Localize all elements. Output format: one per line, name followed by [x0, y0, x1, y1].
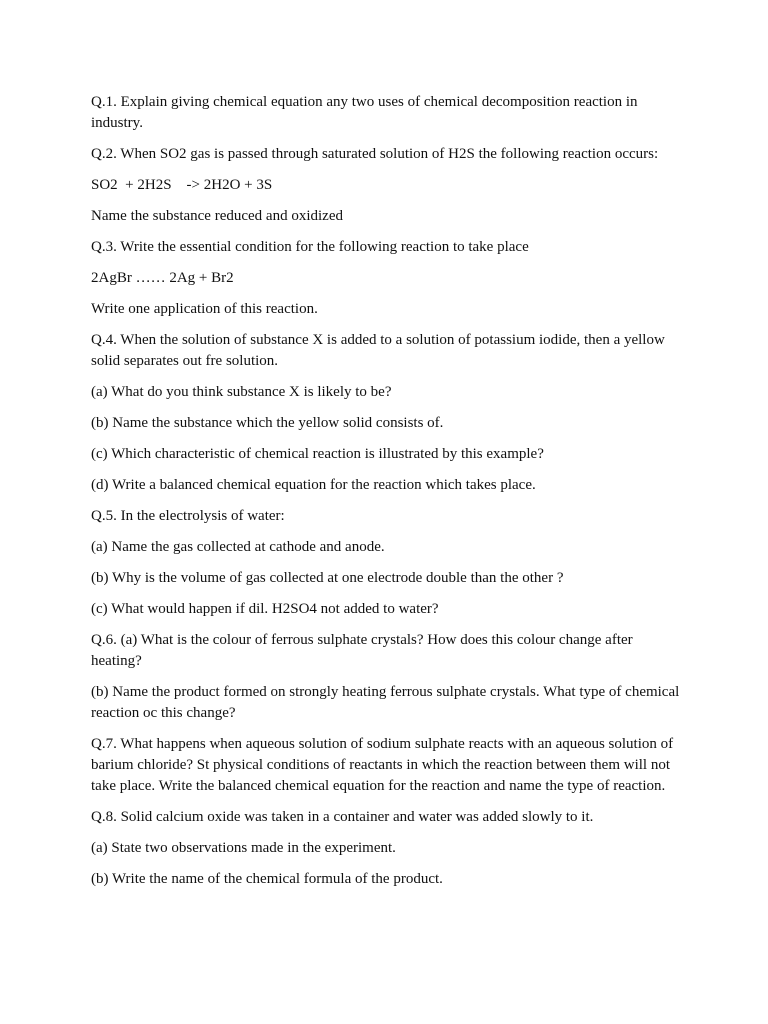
q5-text: Q.5. In the electrolysis of water:	[91, 508, 285, 524]
q4-part-c: (c) Which characteristic of chemical reaction is illustrated by this example?	[91, 446, 544, 462]
q8-part-b: (b) Write the name of the chemical formula of the product.	[91, 871, 443, 887]
document-body	[91, 92, 684, 900]
q8-part-a: (a) State two observations made in the experiment.	[91, 840, 396, 856]
q2-prompt: Name the substance reduced and oxidized	[91, 208, 343, 224]
q1-text: Q.1. Explain giving chemical equation any two uses of chemical decomposition reaction in industry.	[91, 94, 642, 131]
q3-prompt: Write one application of this reaction.	[91, 301, 318, 317]
q5-part-b: (b) Why is the volume of gas collected at one electrode double than the other ?	[91, 570, 564, 586]
q6-part-b: (b) Name the product formed on strongly heating ferrous sulphate crystals. What type of chemical reaction oc this change?	[91, 684, 684, 721]
q3-text: Q.3. Write the essential condition for the following reaction to take place	[91, 239, 529, 255]
q5-part-a: (a) Name the gas collected at cathode and anode.	[91, 539, 385, 555]
q4-part-a: (a) What do you think substance X is likely to be?	[91, 384, 392, 400]
q6-part-a: Q.6. (a) What is the colour of ferrous sulphate crystals? How does this colour change after heating?	[91, 632, 637, 669]
q2-equation: SO2 + 2H2S -> 2H2O + 3S	[91, 177, 273, 193]
q7-text: Q.7. What happens when aqueous solution of sodium sulphate reacts with an aqueous solution of barium chloride? St physical conditions of reactants in which the reaction between them will not take place. Write the balanced chemical equation for the reaction and name the type of reaction.	[91, 736, 677, 794]
q4-text: Q.4. When the solution of substance X is added to a solution of potassium iodide, then a yellow solid separates out fre solution.	[91, 332, 669, 369]
q4-part-d: (d) Write a balanced chemical equation for the reaction which takes place.	[91, 477, 536, 493]
q8-text: Q.8. Solid calcium oxide was taken in a container and water was added slowly to it.	[91, 809, 594, 825]
q2-text: Q.2. When SO2 gas is passed through saturated solution of H2S the following reaction occurs:	[91, 146, 659, 162]
q5-part-c: (c) What would happen if dil. H2SO4 not added to water?	[91, 601, 439, 617]
q4-part-b: (b) Name the substance which the yellow solid consists of.	[91, 415, 444, 431]
q3-equation: 2AgBr …… 2Ag + Br2	[91, 270, 234, 286]
